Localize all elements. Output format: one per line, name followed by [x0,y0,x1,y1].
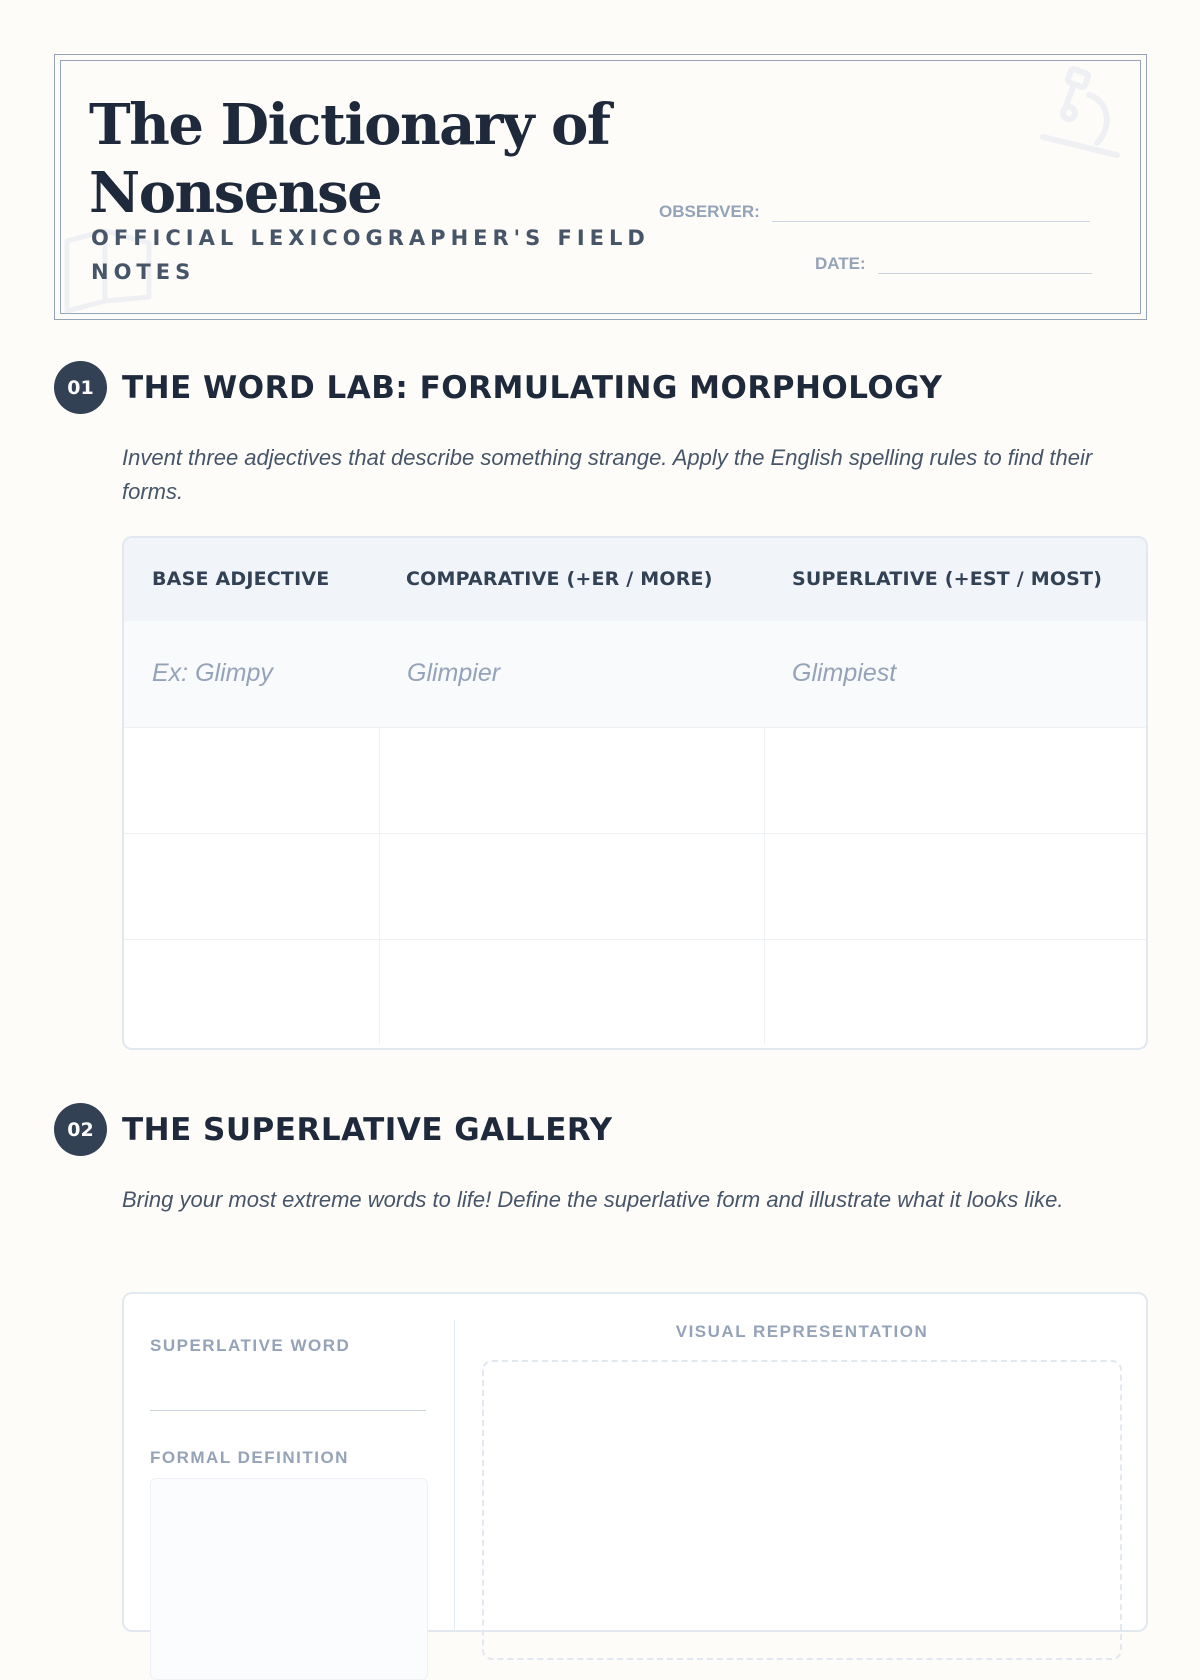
table-row [124,727,1146,834]
column-header-superlative: SUPERLATIVE (+EST / MOST) [792,568,1103,590]
superlative-word-label: SUPERLATIVE WORD [150,1336,351,1355]
example-cell-superlative [764,621,1146,727]
table-row [124,939,1146,1045]
observer-field [659,201,1090,222]
formal-definition-box[interactable] [150,1478,428,1680]
section-2-title: THE SUPERLATIVE GALLERY [122,1111,613,1148]
date-field [815,253,1092,274]
example-cell-base [124,621,379,727]
column-header-comparative: COMPARATIVE (+ER / MORE) [406,568,713,590]
entry-cell-base[interactable] [124,939,379,1045]
table-row [124,833,1146,940]
date-input-line[interactable] [878,253,1092,274]
entry-cell-superlative[interactable] [764,727,1146,833]
section-1-instructions: Invent three adjectives that describe something strange. Apply the English spelling rules to find their forms. [122,445,1093,504]
microscope-icon [1029,65,1125,161]
observer-input-line[interactable] [772,201,1090,222]
example-comparative-text: Glimpier [407,659,501,687]
superlative-word-input-line[interactable] [150,1394,426,1411]
date-label: DATE: [815,254,866,273]
entry-cell-superlative[interactable] [764,833,1146,939]
example-superlative-text: Glimpiest [792,659,897,687]
header-box [54,54,1147,320]
entry-cell-comparative[interactable] [379,939,765,1045]
section-2-instructions: Bring your most extreme words to life! Define the superlative form and illustrate what it looks like. [122,1187,1064,1212]
example-base-text: Ex: Glimpy [152,659,273,687]
word-lab-table [122,536,1148,1050]
entry-cell-base[interactable] [124,727,379,833]
gallery-divider [454,1320,455,1630]
page-title: The Dictionary of Nonsense [89,92,610,226]
entry-cell-base[interactable] [124,833,379,939]
table-row-example [124,621,1146,728]
entry-cell-comparative[interactable] [379,727,765,833]
visual-representation-label: VISUAL REPRESENTATION [675,1322,929,1341]
visual-representation-area[interactable] [482,1360,1122,1660]
section-2-number-badge: 02 [54,1103,107,1156]
entry-cell-comparative[interactable] [379,833,765,939]
section-1-title: THE WORD LAB: FORMULATING MORPHOLOGY [122,369,943,406]
section-2-heading [54,1103,613,1156]
example-cell-comparative [379,621,764,727]
header-inner-border [60,60,1141,314]
formal-definition-label: FORMAL DEFINITION [150,1448,349,1467]
section-1-heading [54,361,943,414]
section-1-number-badge: 01 [54,361,107,414]
table-header-row [124,538,1146,623]
observer-label: OBSERVER: [659,202,760,221]
entry-cell-superlative[interactable] [764,939,1146,1045]
page-subtitle: OFFICIAL LEXICOGRAPHER'S FIELD NOTES [91,226,650,284]
superlative-gallery-card [122,1292,1148,1632]
column-header-base: BASE ADJECTIVE [152,568,330,590]
